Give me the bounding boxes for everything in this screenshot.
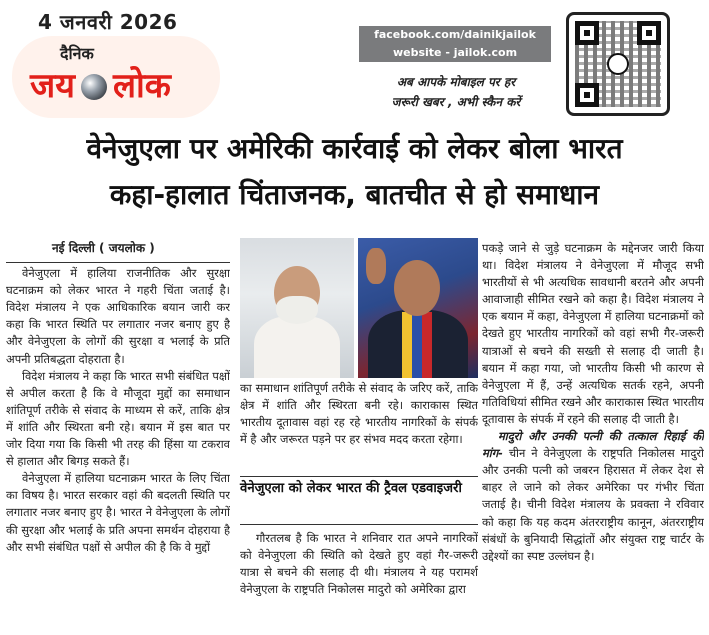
dateline: नई दिल्ली ( जयलोक ) — [52, 241, 155, 255]
col1-paragraph-1: वेनेजुएला में हालिया राजनीतिक और सुरक्षा घटनाक्रम को लेकर भारत ने गहरी चिंता जताई है। विदेश मंत्रालय ने एक आधिकारिक बयान जारी कर कहा कि भारत स्थिति पर लगातार नजर बनाए हुए है और वेनेजुएला के लोगों की सुरक्षा व भलाई के प्रति अपनी प्रतिबद्धता दोहराता है। — [6, 266, 230, 366]
dateline-rule — [6, 262, 230, 263]
whatsapp-icon — [607, 53, 629, 75]
globe-icon — [81, 74, 107, 100]
scan-prompt — [354, 72, 558, 112]
col3-paragraph-2-text: चीन ने वेनेजुएला के राष्ट्रपति निकोलस मादुरो और उनकी पत्नी को जबरन हिरासत में लेकर देश से बाहर ले जाने को लेकर अमेरिका पर गंभीर चिंता जताई है। चीनी विदेश मंत्रालय के प्रवक्ता ने रविवार को कहा कि यह कदम अंतरराष्ट्रीय कानून, अंतरराष्ट्रीय संबंधों के बुनियादी सिद्धांतों और संयुक्त राष्ट्र चार्टर के उद्देश्यों का स्पष्ट उल्लंघन है। — [482, 446, 704, 563]
issue-date: 4 जनवरी 2026 — [38, 10, 178, 34]
logo-dainik: दैनिक — [60, 44, 94, 63]
photo-modi — [240, 238, 354, 378]
social-box — [359, 26, 551, 62]
logo-lok: लोक — [112, 66, 171, 106]
col2-paragraph-bottom: गौरतलब है कि भारत ने शनिवार रात अपने नागरिकों को वेनेजुएला की स्थिति को देखते हुए वहां गैर-जरूरी यात्रा से बचने की सलाह दी थी। मंत्रालय ने यह परामर्श वेनेजुएला के राष्ट्रपति निकोलस मादुरो को अमेरिका द्वारा — [240, 531, 478, 597]
facebook-link[interactable]: facebook.com/dainikjailok — [374, 28, 536, 41]
col1-paragraph-2: विदेश मंत्रालय ने कहा कि भारत सभी संबंधित पक्षों से अपील करता है कि वे मौजूदा मुद्दों का समाधान शांतिपूर्ण तरीके से संवाद के माध्यम से करें, ताकि क्षेत्र में शांति और स्थिरता बनी रहे। बयान में इस बात पर जोर दिया गया कि किसी भी तरह की हिंसा या टकराव से हालात और बिगड़ सकते हैं। — [6, 368, 230, 469]
subhead-rule-top — [240, 476, 478, 477]
photo-right-sash — [402, 312, 432, 378]
headline-line-2: कहा-हालात चिंताजनक, बातचीत से हो समाधान — [109, 178, 600, 211]
photo-maduro — [358, 238, 478, 378]
headline — [0, 126, 709, 236]
col1-paragraph-3: वेनेजुएला में हालिया घटनाक्रम भारत के लिए चिंता का विषय है। भारत सरकार वहां की बदलती स्थिति पर लगातार नजर बनाए हुए है। भारत ने वेनेजुएला के लोगों की सुरक्षा और भलाई के प्रति अपना समर्थन दोहराया है और सभी संबंधित पक्षों से अपील की है कि वे मुद्दों — [6, 471, 230, 554]
scan-prompt-line1: अब आपके मोबाइल पर हर — [396, 75, 516, 89]
qr-finder-top-left — [575, 21, 599, 45]
article-column-2-bottom — [240, 530, 478, 632]
masthead — [0, 0, 709, 122]
website-link[interactable]: website - jailok.com — [392, 46, 518, 59]
photo-left-figure — [254, 316, 340, 378]
headline-line-1: वेनेजुएला पर अमेरिकी कार्रवाई को लेकर बोला भारत — [86, 132, 623, 165]
newspaper-logo — [30, 66, 171, 106]
article-column-1 — [6, 240, 230, 632]
qr-code-icon[interactable] — [566, 12, 670, 116]
article-column-3 — [482, 240, 704, 632]
qr-finder-top-right — [637, 21, 661, 45]
subhead-rule-bottom — [240, 524, 478, 525]
scan-prompt-line2: जरूरी खबर , अभी स्कैन करें — [391, 95, 521, 109]
col3-paragraph-2 — [482, 428, 704, 565]
photo-right-hand — [366, 248, 386, 284]
photo-left-beard — [276, 296, 318, 324]
photo-right-face — [394, 260, 440, 316]
col2-paragraph-top: का समाधान शांतिपूर्ण तरीके से संवाद के जरिए करें, ताकि क्षेत्र में शांति और स्थिरता बनी रहे। काराकास स्थित भारतीय दूतावास वहां रह रहे भारतीय नागरिकों के संपर्क में है और जरूरत पड़ने पर हर संभव मदद करता रहेगा। — [240, 381, 478, 447]
subhead-travel-advisory: वेनेजुएला को लेकर भारत की ट्रैवल एडवाइजरी — [240, 481, 462, 496]
col3-bold-lead: मादुरो और उनकी पत्नी की तत्काल रिहाई की मांग- — [482, 429, 704, 461]
qr-finder-bottom-left — [575, 83, 599, 107]
article-column-2 — [240, 380, 478, 476]
logo-jai: जय — [30, 66, 75, 106]
col3-paragraph-1: पकड़े जाने से जुड़े घटनाक्रम के मद्देनजर जारी किया था। विदेश मंत्रालय ने वेनेजुएला में मौजूद सभी भारतीयों से भी अत्यधिक सावधानी बरतने और अपनी आवाजाही सीमित रखने को कहा है। विदेश मंत्रालय ने एक बयान में कहा, वेनेजुएला में हालिया घटनाक्रमों को देखते हुए भारतीय नागरिकों को वहां सभी गैर-जरूरी यात्राओं से बचने की सख्ती से सलाह दी जाती है। बयान में कहा गया, जो भारतीय किसी भी कारण से वेनेजुएला में हैं, उन्हें अत्यधिक सतर्क रहने, अपनी गतिविधियां सीमित रखने और काराकास स्थित भारतीय दूतावास के संपर्क में रहने की सलाह दी जाती है। — [482, 241, 704, 426]
